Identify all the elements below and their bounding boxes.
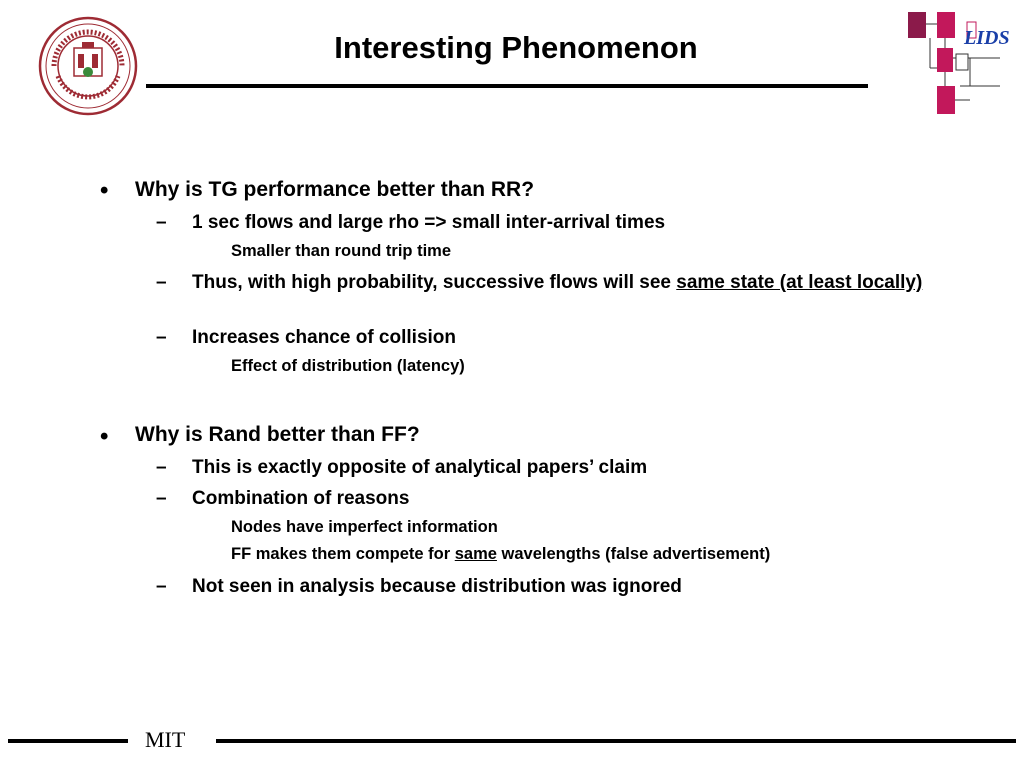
bullet-1-sub-2 [192, 270, 932, 295]
detail-2-before: FF makes them compete for [231, 545, 455, 563]
bullet-marker: • [100, 423, 109, 450]
sub-bullet-dash: – [156, 327, 167, 348]
bullet-1-sub-2-text: Thus, with high probability, successive flows will see [192, 272, 677, 293]
bullet-2-sub-2: Combination of reasons [192, 488, 410, 509]
sub-bullet-dash: – [156, 457, 167, 478]
detail-2-after: wavelengths (false advertisement) [496, 545, 771, 563]
footer-rule-right [216, 739, 1016, 743]
footer-rule-left [8, 739, 128, 743]
sub-bullet-dash: – [156, 488, 167, 509]
slide-title: Interesting Phenomenon [334, 30, 698, 65]
sub-bullet-dash: – [156, 272, 167, 293]
bullet-marker: • [100, 177, 109, 204]
bullet-1-sub-3: Increases chance of collision [192, 327, 456, 348]
bullet-2-sub-3: Not seen in analysis because distribution was ignored [192, 576, 682, 597]
bullet-1-sub-1-detail: Smaller than round trip time [231, 242, 452, 260]
bullet-2-text: Why is Rand better than FF? [135, 423, 420, 446]
sub-bullet-dash: – [156, 212, 167, 233]
detail-2-underlined: same [454, 545, 497, 563]
bullet-2-sub-2-detail-2 [231, 545, 770, 564]
bullet-1-sub-1: 1 sec flows and large rho => small inter-arrival times [192, 212, 666, 233]
bullet-1-sub-3-detail: Effect of distribution (latency) [231, 357, 465, 375]
bullet-2-sub-2-detail-1: Nodes have imperfect information [231, 518, 498, 536]
sub-bullet-dash: – [156, 576, 167, 597]
bullet-1-text: Why is TG performance better than RR? [135, 178, 535, 201]
lids-logo-text: LIDS [964, 27, 1010, 49]
bullet-2-sub-1: This is exactly opposite of analytical papers’ claim [192, 457, 648, 478]
footer-label: MIT [145, 727, 186, 752]
bullet-1-sub-2-underlined: same state (at least locally) [676, 272, 923, 293]
